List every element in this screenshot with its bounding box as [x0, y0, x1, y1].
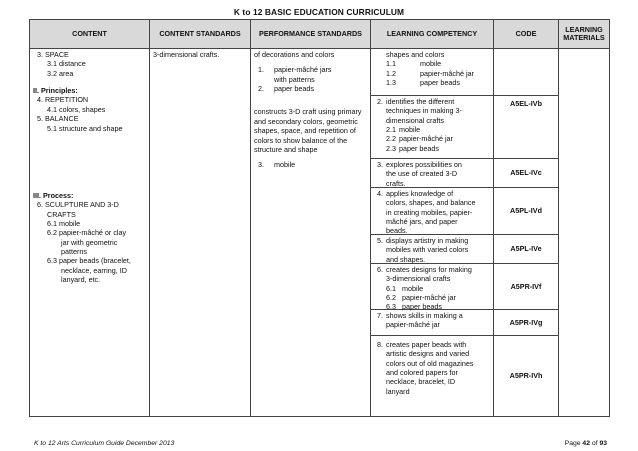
content-line: 5. BALANCE	[37, 114, 79, 124]
performance-item: 2. paper beads	[258, 84, 314, 94]
content-line: 6.2 papier-mâché or clay	[47, 228, 127, 238]
content-line: 6.1 mobile	[47, 218, 81, 228]
content-line: 4. REPETITION	[37, 95, 89, 105]
performance-item: 1. papier-mâché jars	[258, 65, 332, 75]
competency-row: 3. explores possibilities on the use of created 3-D crafts.	[371, 159, 493, 188]
code-cell	[494, 49, 559, 417]
performance-paragraph: constructs 3-D craft using primary and secondary colors, geometric shapes, space, and repetition of colors to show balance of the structure and shape	[254, 107, 362, 154]
competency-row: shapes and colors 1.1 mobile 1.2 papier-mâché jar 1.3 paper beads	[371, 49, 493, 96]
content-line: jar with geometric	[61, 237, 118, 247]
footer-guide-name: K to 12 Arts Curriculum Guide December 2013	[34, 440, 175, 447]
header-content: CONTENT	[30, 20, 150, 49]
content-line: lanyard, etc.	[61, 275, 101, 285]
content-line: 6.3 paper beads (bracelet,	[47, 256, 131, 266]
code-entry: A5PL-IVd	[494, 188, 558, 235]
content-line: 3.2 area	[47, 68, 74, 78]
content-heading: III. Process:	[33, 190, 74, 200]
content-line: 5.1 structure and shape	[47, 123, 123, 133]
header-learning-competency: LEARNING COMPETENCY	[371, 20, 494, 49]
table-header-row	[30, 20, 610, 49]
content-line: 3. SPACE	[37, 50, 69, 59]
content-line: necklace, earring, ID	[61, 265, 127, 275]
learning-materials-cell	[559, 49, 610, 417]
content-cell	[30, 49, 150, 417]
document-title: K to 12 BASIC EDUCATION CURRICULUM	[233, 7, 405, 17]
competency-row: 5. displays artistry in making mobiles with varied colors and shapes.	[371, 235, 493, 264]
code-entry: A5EL-IVc	[494, 159, 558, 188]
performance-standards-cell	[251, 49, 371, 417]
competency-row: 2. identifies the different techniques in making 3- dimensional crafts 2.1 mobile 2.2 papier-mâché jar 2.3 paper beads	[371, 96, 493, 159]
content-line: 4.1 colors, shapes	[47, 104, 106, 114]
code-entry: A5PR-IVg	[494, 310, 558, 336]
content-line: patterns	[61, 247, 87, 257]
competency-row: 4. applies knowledge of colors, shapes, and balance in creating mobiles, papier- mâché jars, and paper beads.	[371, 188, 493, 235]
header-code: CODE	[494, 20, 559, 49]
header-performance-standards: PERFORMANCE STANDARDS	[251, 20, 371, 49]
footer-page-number: Page 42 of 93	[564, 440, 607, 447]
header-content-standards: CONTENT STANDARDS	[150, 20, 251, 49]
competency-row: 8. creates paper beads with artistic designs and varied colors out of old magazines and colored papers for necklace, bracelet, ID lanyard	[377, 340, 474, 396]
content-line: CRAFTS	[47, 209, 76, 219]
competency-row: 6. creates designs for making 3-dimensional crafts 6.1 mobile 6.2 papier-mâché jar 6.3 paper beads	[371, 264, 493, 310]
performance-line: of decorations and colors	[254, 50, 335, 59]
performance-item: 3. mobile	[258, 160, 296, 170]
code-entry: A5PR-IVf	[494, 264, 558, 310]
content-standards-cell	[150, 49, 251, 417]
code-entry: A5PL-IVe	[494, 235, 558, 264]
header-learning-materials: LEARNING MATERIALS	[559, 20, 610, 49]
content-line: 3.1 distance	[47, 59, 86, 69]
content-standards-text: 3-dimensional crafts.	[153, 50, 220, 59]
table-row	[30, 49, 610, 417]
code-entry: A5PR-IVh	[509, 371, 543, 381]
content-line: 6. SCULPTURE AND 3-D	[37, 200, 119, 210]
competency-row: 7. shows skills in making a papier-mâché jar	[371, 310, 493, 336]
code-entry: A5EL-IVb	[494, 96, 558, 159]
code-entry	[494, 49, 558, 96]
curriculum-table	[29, 19, 610, 417]
learning-competency-cell	[371, 49, 494, 417]
performance-line: with patterns	[274, 74, 315, 84]
content-heading: II. Principles:	[33, 86, 78, 96]
